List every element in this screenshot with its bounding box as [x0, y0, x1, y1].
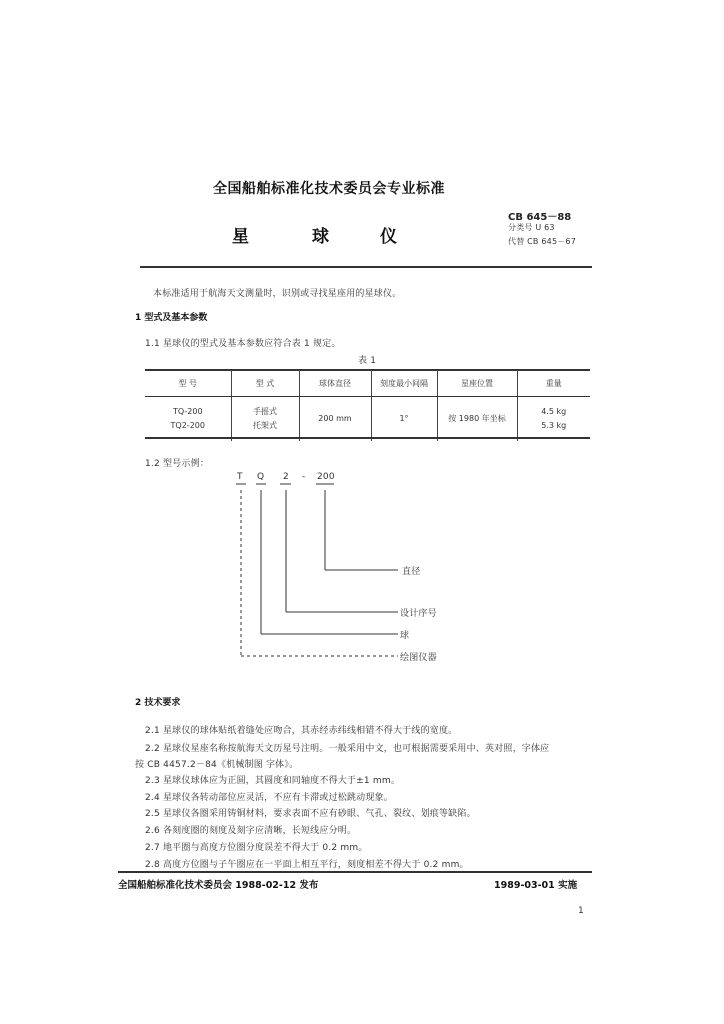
model-diameter-number: 200 [317, 472, 335, 482]
clause-2-3: 2.3 星球仪球体应为正圆，其圆度和同轴度不得大于±1 mm。 [145, 776, 401, 786]
cell-diameter: 200 mm [299, 397, 371, 442]
doc-title-char-3: 仪 [380, 227, 397, 247]
effective-date: 1989-03-01 实施 [494, 880, 578, 891]
issued-by-date: 全国船舶标准化技术委员会 1988-02-12 发布 [118, 880, 319, 891]
replaces-standard: 代替 CB 645－67 [508, 237, 577, 246]
clause-2-2: 2.2 星球仪星座名称按航海天文历星号注明。一般采用中文，也可根据需要采用中、英对照，字体应 [145, 744, 550, 754]
model-1: TQ-200 [172, 407, 203, 416]
callout-diameter: 直径 [402, 567, 421, 577]
col-header-diameter: 球体直径 [299, 370, 371, 397]
cell-star-position: 按 1980 年坐标 [437, 397, 517, 442]
model-dash: - [302, 472, 306, 482]
clause-1-1: 1.1 星球仪的型式及基本参数应符合表 1 规定。 [145, 339, 341, 349]
model-letter-t: T [237, 472, 243, 482]
clause-2-8: 2.8 高度方位圈与子午圈应在一平面上相互平行，刻度相差不得大于 0.2 mm。 [145, 860, 469, 870]
col-header-type: 型 式 [231, 370, 299, 397]
standard-number: CB 645－88 [508, 212, 572, 223]
clause-2-1: 2.1 星球仪的球体贴纸着缝处应吻合，其赤经赤纬线相错不得大于线的宽度。 [145, 726, 458, 736]
cell-min-division: 1° [371, 397, 437, 442]
model-2: TQ2-200 [170, 421, 205, 430]
weight-2: 5.3 kg [541, 421, 567, 430]
callout-design-number: 设计序号 [400, 609, 437, 619]
col-header-star-position: 星座位置 [437, 370, 517, 397]
clause-1-2: 1.2 型号示例： [145, 459, 209, 469]
clause-2-5: 2.5 星球仪各圈采用铸铜材料，要求表面不应有砂眼、气孔、裂纹、划痕等缺陷。 [145, 809, 476, 819]
type-2: 托架式 [253, 421, 277, 430]
model-series-number: 2 [283, 472, 289, 482]
callout-sphere: 球 [400, 631, 410, 641]
clause-2-6: 2.6 各刻度圈的刻度及刻字应清晰，长短线应分明。 [145, 826, 357, 836]
doc-title-char-2: 球 [312, 227, 329, 247]
callout-drawing-instrument: 绘图仪器 [400, 653, 437, 663]
org-standard-title: 全国船舶标准化技术委员会专业标准 [213, 181, 445, 197]
page-number: 1 [578, 906, 584, 916]
col-header-min-division: 刻度最小间隔 [371, 370, 437, 397]
col-header-model: 型 号 [145, 370, 231, 397]
footer-rule [118, 871, 592, 873]
section-1-heading: 1 型式及基本参数 [135, 313, 208, 323]
col-header-weight: 重量 [517, 370, 590, 397]
clause-2-4: 2.4 星球仪各转动部位应灵活，不应有卡滞或过松跳动现象。 [145, 793, 393, 803]
section-2-heading: 2 技术要求 [135, 698, 181, 708]
intro-text: 本标准适用于航海天文测量时，识别或寻找星座用的星球仪。 [153, 289, 402, 299]
clause-2-7: 2.7 地平圈与高度方位圈分度误差不得大于 0.2 mm。 [145, 843, 368, 853]
model-letter-q: Q [257, 472, 265, 482]
weight-1: 4.5 kg [541, 407, 567, 416]
classification-number: 分类号 U 63 [508, 223, 555, 232]
type-1: 手摇式 [253, 407, 277, 416]
table-caption: 表 1 [358, 356, 377, 366]
clause-2-2-cont: 按 CB 4457.2－84《机械制图 字体》。 [135, 760, 299, 770]
doc-title-char-1: 星 [232, 227, 249, 247]
